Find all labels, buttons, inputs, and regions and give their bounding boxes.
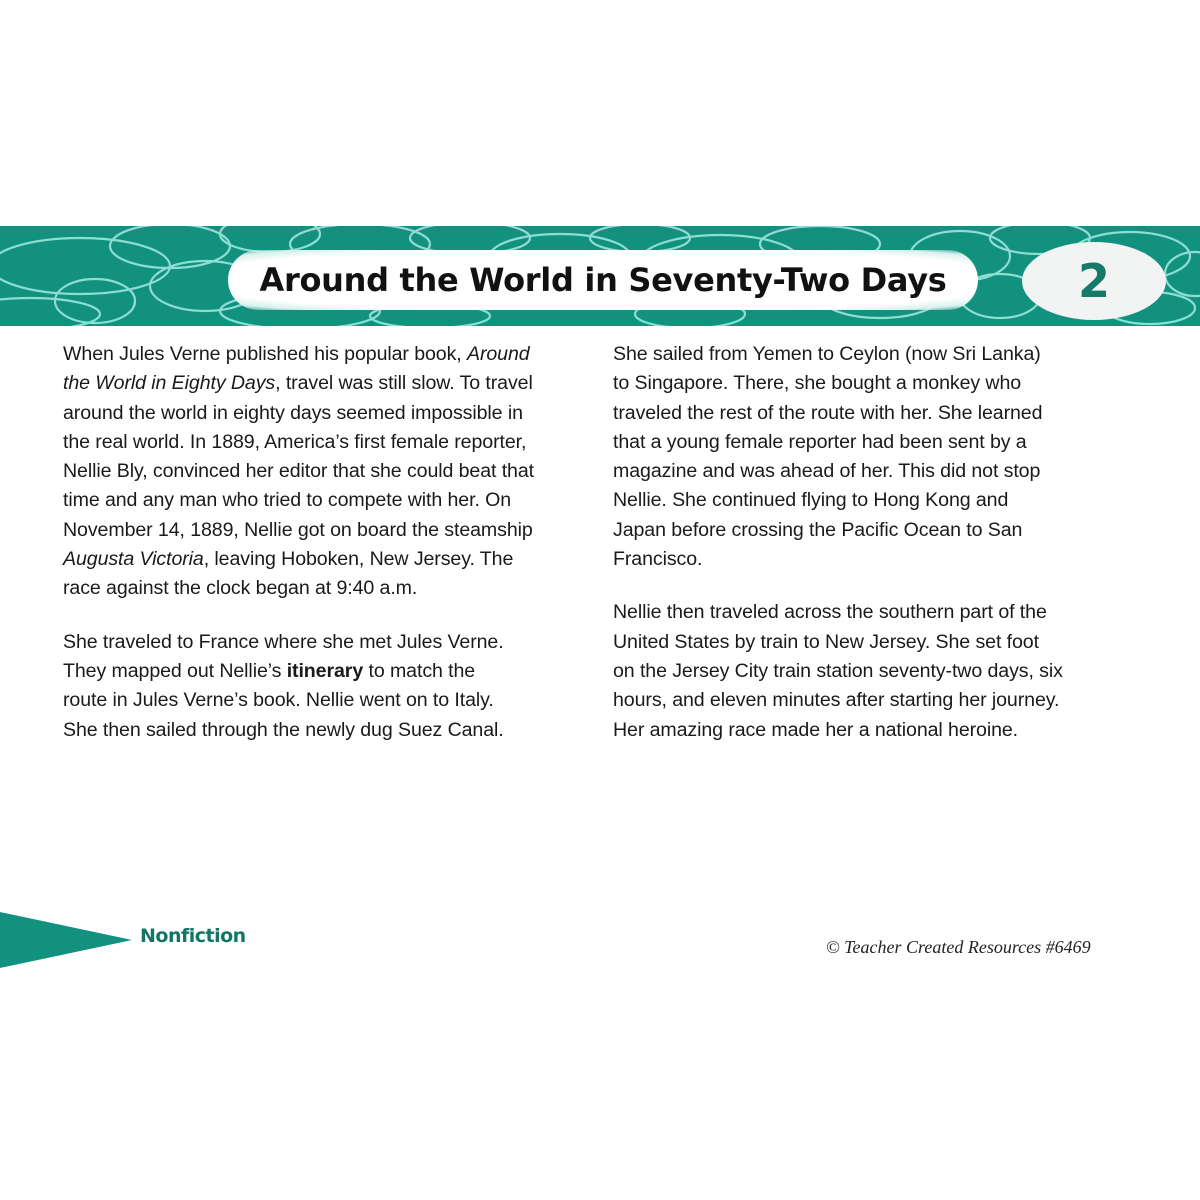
text-line: race against the clock began at 9:40 a.m.: [63, 577, 418, 600]
italic-title: Augusta Victoria: [63, 548, 204, 571]
text-line: Nellie. She continued flying to Hong Kong and: [613, 489, 1009, 512]
title-pill: [228, 250, 978, 310]
text-line: magazine and was ahead of her. This did not stop: [613, 460, 1041, 483]
text-line: the World in Eighty Days, travel was still slow. To travel: [63, 372, 533, 395]
text-line: time and any man who tried to compete with her. On: [63, 489, 512, 512]
genre-label: Nonfiction: [140, 925, 246, 947]
text-line: She sailed from Yemen to Ceylon (now Sri Lanka): [613, 343, 1041, 365]
paragraph: [613, 598, 1153, 744]
text-line: traveled the rest of the route with her. She learned: [613, 401, 1043, 424]
text-line: to Singapore. There, she bought a monkey who: [613, 372, 1022, 395]
paragraph: [63, 628, 603, 745]
text-line: on the Jersey City train station seventy-two days, six: [613, 659, 1063, 682]
text-line: When Jules Verne published his popular book, Around: [63, 343, 530, 365]
copyright-notice: © Teacher Created Resources #6469: [826, 937, 1091, 957]
text-line: They mapped out Nellie’s itinerary to match the: [63, 659, 476, 682]
paragraph: [613, 340, 1153, 574]
text-line: She then sailed through the newly dug Suez Canal.: [63, 718, 504, 741]
text-line: hours, and eleven minutes after starting her journey.: [613, 689, 1060, 712]
pennant-arrow-icon: [0, 912, 135, 970]
text-line: United States by train to New Jersey. She set foot: [613, 630, 1039, 653]
paragraph: [63, 340, 603, 604]
article-right-column: [613, 340, 1153, 769]
page-title: Around the World in Seventy-Two Days: [259, 261, 947, 299]
text-line: Japan before crossing the Pacific Ocean to San: [613, 518, 1023, 541]
text-line: that a young female reporter had been sent by a: [613, 430, 1027, 453]
text-line: Augusta Victoria, leaving Hoboken, New Jersey. The: [63, 548, 514, 571]
card-number: 2: [1077, 254, 1110, 308]
vocabulary-word: itinerary: [286, 659, 364, 682]
text-line: She traveled to France where she met Jules Verne.: [63, 630, 504, 653]
text-line: Her amazing race made her a national heroine.: [613, 718, 1019, 741]
italic-title: the World in Eighty Days: [63, 372, 276, 395]
card-number-badge: [1022, 242, 1166, 320]
text-line: Francisco.: [613, 548, 703, 571]
article-left-column: [63, 340, 603, 769]
text-line: route in Jules Verne’s book. Nellie went on to Italy.: [63, 689, 494, 712]
text-line: November 14, 1889, Nellie got on board the steamship: [63, 518, 533, 541]
text-line: around the world in eighty days seemed impossible in: [63, 401, 523, 424]
text-line: Nellie then traveled across the southern part of the: [613, 601, 1047, 624]
italic-title: Around: [466, 343, 530, 365]
text-line: the real world. In 1889, America’s first female reporter,: [63, 430, 527, 453]
text-line: Nellie Bly, convinced her editor that she could beat that: [63, 460, 534, 483]
